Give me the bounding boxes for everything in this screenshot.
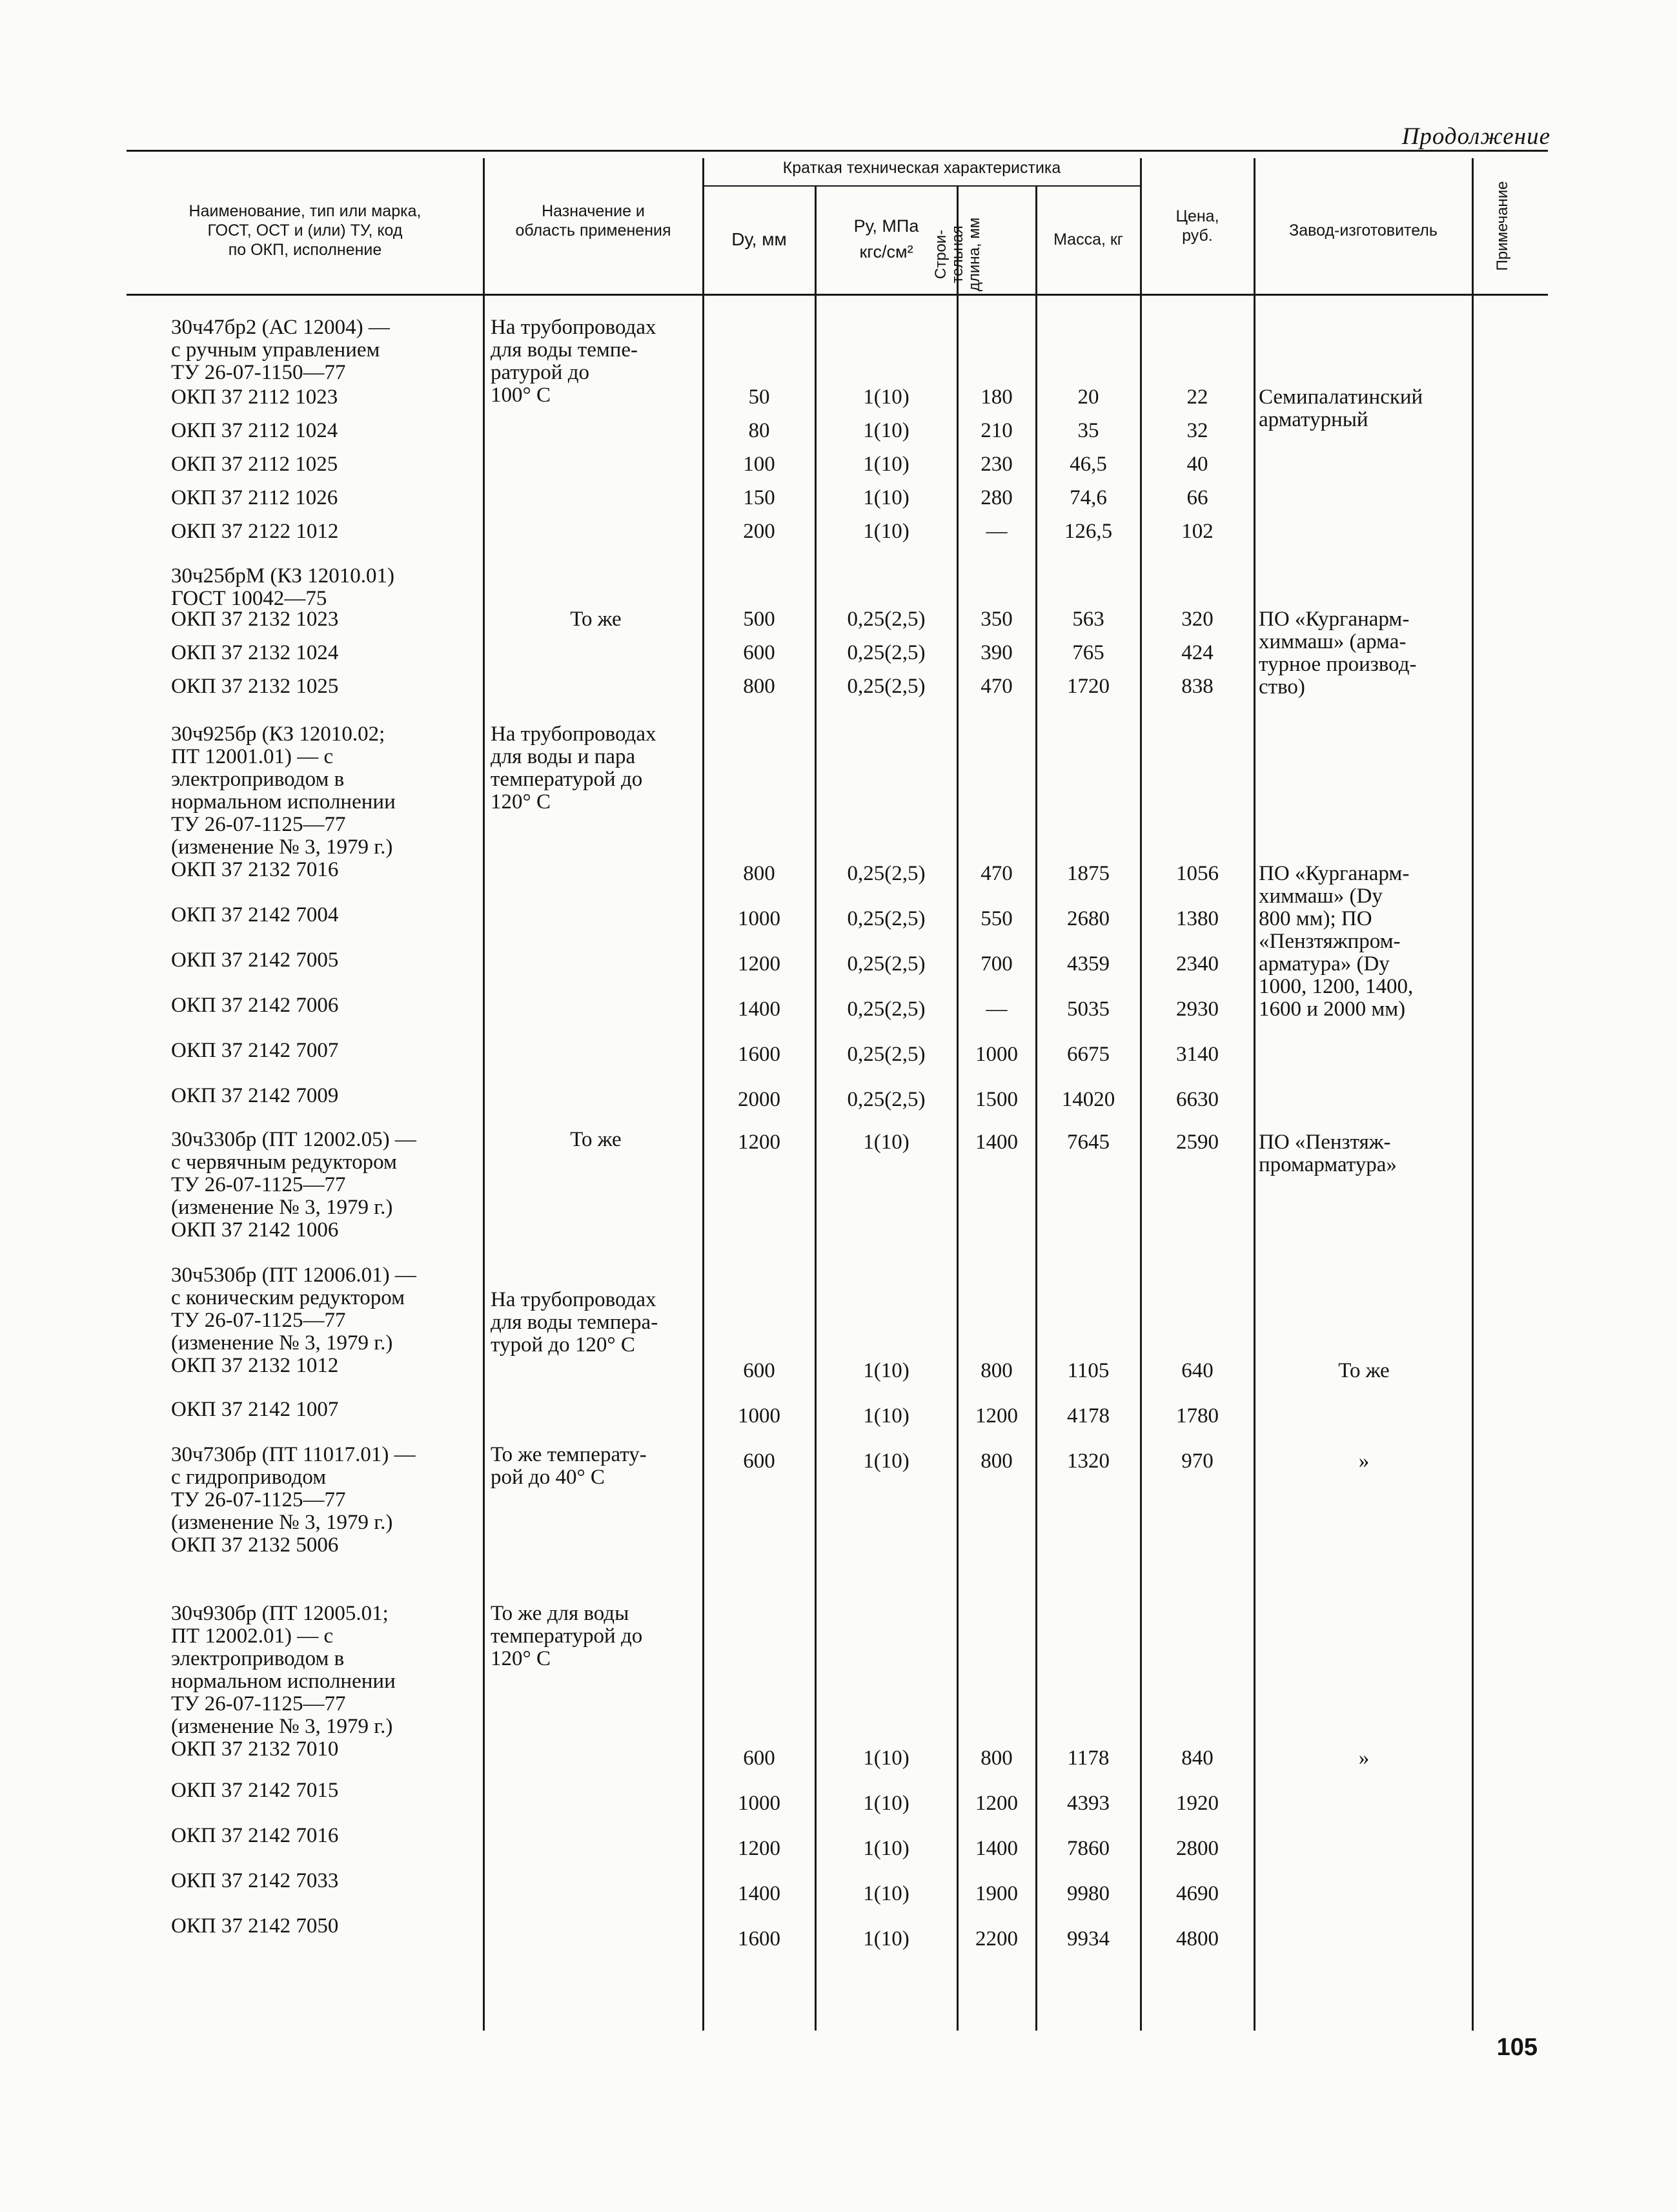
cell-price: 1380: [1176, 907, 1219, 930]
item-name: ОКП 37 2112 1025: [171, 453, 338, 476]
cell-length: 2200: [975, 1927, 1018, 1951]
item-name: ОКП 37 2142 7004: [171, 903, 339, 927]
item-name: ОКП 37 2142 7050: [171, 1914, 339, 1938]
header-note: Примечание: [1494, 181, 1511, 271]
cell-mass: 9980: [1067, 1882, 1110, 1905]
cell-py: 1(10): [863, 1131, 910, 1154]
item-purpose: То же температу- рой до 40° С: [491, 1443, 647, 1489]
item-maker: »: [1358, 1746, 1370, 1770]
cell-length: 1900: [975, 1882, 1018, 1905]
header-length: Строи- тельная длина, мм: [932, 217, 983, 292]
item-name: ОКП 37 2142 7015: [171, 1779, 339, 1802]
cell-length: 800: [981, 1449, 1013, 1473]
cell-dy: 1200: [738, 1131, 780, 1154]
cell-mass: 20: [1077, 385, 1099, 409]
col-divider-8: [1472, 158, 1474, 2031]
cell-price: 40: [1186, 453, 1208, 476]
cell-price: 2590: [1176, 1131, 1219, 1154]
cell-dy: 1400: [738, 998, 780, 1021]
cell-dy: 1200: [738, 1837, 780, 1860]
cell-dy: 1400: [738, 1882, 780, 1905]
cell-length: 1200: [975, 1404, 1018, 1428]
cell-mass: 563: [1072, 608, 1104, 631]
page-number: 105: [1496, 2034, 1538, 2061]
item-name: ОКП 37 2132 1024: [171, 641, 339, 664]
cell-mass: 1105: [1067, 1359, 1110, 1382]
cell-py: 1(10): [863, 419, 910, 442]
header-dy: Dу, мм: [731, 229, 787, 249]
cell-py: 0,25(2,5): [847, 907, 926, 930]
cell-py: 0,25(2,5): [847, 952, 926, 976]
cell-length: 1000: [975, 1043, 1018, 1066]
item-purpose: То же для воды температурой до 120° С: [491, 1602, 643, 1670]
cell-price: 4690: [1176, 1882, 1219, 1905]
cell-mass: 1875: [1067, 862, 1110, 885]
cell-py: 1(10): [863, 385, 910, 409]
cell-py: 1(10): [863, 1927, 910, 1951]
cell-price: 840: [1181, 1746, 1214, 1770]
cell-dy: 50: [748, 385, 770, 409]
cell-price: 6630: [1176, 1088, 1219, 1111]
tech-group-rule: [704, 185, 1140, 187]
col-divider-2: [702, 158, 704, 2031]
item-purpose: На трубопроводах для воды и пара температурой до 120° С: [491, 722, 656, 814]
item-maker: Семипалатинский арматурный: [1259, 385, 1423, 431]
cell-length: —: [986, 998, 1008, 1021]
cell-length: 390: [981, 641, 1013, 664]
cell-length: 470: [981, 862, 1013, 885]
cell-mass: 74,6: [1070, 486, 1107, 509]
item-name: 30ч930бр (ПТ 12005.01; ПТ 12002.01) — с электроприводом в нормальном исполнении ТУ 26-07-1125—77 (изменение № 3, 1979 г.) ОКП 37 2132 7010: [171, 1602, 396, 1761]
col-divider-4: [957, 185, 959, 2031]
cell-mass: 1720: [1067, 675, 1110, 698]
item-name: 30ч730бр (ПТ 11017.01) — с гидроприводом ТУ 26-07-1125—77 (изменение № 3, 1979 г.) ОКП 37 2132 5006: [171, 1443, 416, 1557]
cell-dy: 200: [743, 520, 775, 543]
cell-mass: 7645: [1067, 1131, 1110, 1154]
cell-price: 320: [1181, 608, 1214, 631]
cell-py: 1(10): [863, 1792, 910, 1815]
header-bottom-rule: [127, 294, 1548, 296]
cell-price: 4800: [1176, 1927, 1219, 1951]
cell-py: 1(10): [863, 1882, 910, 1905]
cell-py: 0,25(2,5): [847, 862, 926, 885]
item-name: ОКП 37 2142 7006: [171, 994, 339, 1017]
cell-price: 102: [1181, 520, 1214, 543]
cell-dy: 600: [743, 1449, 775, 1473]
cell-dy: 1000: [738, 1792, 780, 1815]
item-purpose: То же: [570, 608, 622, 631]
cell-dy: 80: [748, 419, 770, 442]
cell-mass: 6675: [1067, 1043, 1110, 1066]
cell-price: 1056: [1176, 862, 1219, 885]
header-purpose: Назначение и область применения: [515, 202, 671, 240]
top-rule: [127, 150, 1548, 152]
item-maker: ПО «Курганарм- химмаш» (арма- турное производ- ство): [1259, 608, 1417, 699]
cell-length: 800: [981, 1359, 1013, 1382]
cell-length: 1400: [975, 1131, 1018, 1154]
cell-price: 66: [1186, 486, 1208, 509]
cell-mass: 9934: [1067, 1927, 1110, 1951]
cell-dy: 2000: [738, 1088, 780, 1111]
cell-py: 0,25(2,5): [847, 641, 926, 664]
cell-mass: 4359: [1067, 952, 1110, 976]
cell-mass: 765: [1072, 641, 1104, 664]
cell-py: 1(10): [863, 1359, 910, 1382]
item-maker: ПО «Курганарм- химмаш» (Dу 800 мм); ПО «Пензтяжпром- арматура» (Dу 1000, 1200, 1400, 1600 и 2000 мм): [1259, 862, 1414, 1021]
cell-length: 180: [981, 385, 1013, 409]
item-name: ОКП 37 2132 1023: [171, 608, 339, 631]
cell-price: 424: [1181, 641, 1214, 664]
cell-price: 22: [1186, 385, 1208, 409]
cell-mass: 126,5: [1064, 520, 1113, 543]
cell-dy: 1200: [738, 952, 780, 976]
cell-length: 800: [981, 1746, 1013, 1770]
col-divider-6: [1140, 158, 1142, 2031]
cell-length: 230: [981, 453, 1013, 476]
item-purpose: То же: [570, 1128, 622, 1151]
item-name: ОКП 37 2112 1024: [171, 419, 338, 442]
cell-length: 470: [981, 675, 1013, 698]
cell-dy: 800: [743, 862, 775, 885]
cell-py: 1(10): [863, 453, 910, 476]
cell-mass: 5035: [1067, 998, 1110, 1021]
item-name: ОКП 37 2132 1025: [171, 675, 339, 698]
header-tech-group: Краткая техническая характеристика: [782, 159, 1061, 177]
cell-dy: 100: [743, 453, 775, 476]
header-py: Pу, МПа кгс/см²: [853, 216, 919, 261]
item-name: ОКП 37 2142 7009: [171, 1084, 339, 1107]
item-name: ОКП 37 2142 1007: [171, 1398, 339, 1421]
cell-py: 1(10): [863, 486, 910, 509]
item-name: 30ч530бр (ПТ 12006.01) — с коническим редуктором ТУ 26-07-1125—77 (изменение № 3, 1979 г.) ОКП 37 2132 1012: [171, 1264, 416, 1377]
cell-dy: 150: [743, 486, 775, 509]
header-maker: Завод-изготовитель: [1289, 221, 1438, 240]
item-maker: То же: [1338, 1359, 1390, 1382]
cell-length: 1400: [975, 1837, 1018, 1860]
cell-price: 1920: [1176, 1792, 1219, 1815]
cell-length: 550: [981, 907, 1013, 930]
cell-py: 0,25(2,5): [847, 998, 926, 1021]
cell-price: 640: [1181, 1359, 1214, 1382]
cell-py: 1(10): [863, 1746, 910, 1770]
cell-mass: 1178: [1067, 1746, 1110, 1770]
cell-dy: 800: [743, 675, 775, 698]
item-purpose: На трубопроводах для воды темпе- ратурой до 100° С: [491, 316, 656, 407]
cell-dy: 1000: [738, 907, 780, 930]
item-name: ОКП 37 2142 7016: [171, 1824, 339, 1847]
cell-py: 0,25(2,5): [847, 1088, 926, 1111]
cell-dy: 500: [743, 608, 775, 631]
item-name: 30ч47бр2 (АС 12004) — с ручным управлением ТУ 26-07-1150—77: [171, 316, 390, 384]
item-name: ОКП 37 2142 7005: [171, 948, 339, 972]
cell-py: 0,25(2,5): [847, 675, 926, 698]
cell-dy: 600: [743, 1359, 775, 1382]
item-name: ОКП 37 2112 1023: [171, 385, 338, 409]
item-name: 30ч25брМ (КЗ 12010.01) ГОСТ 10042—75: [171, 564, 395, 610]
cell-price: 3140: [1176, 1043, 1219, 1066]
cell-length: 1500: [975, 1088, 1018, 1111]
cell-dy: 1600: [738, 1043, 780, 1066]
cell-length: —: [986, 520, 1008, 543]
cell-price: 32: [1186, 419, 1208, 442]
cell-mass: 1320: [1067, 1449, 1110, 1473]
cell-price: 2930: [1176, 998, 1219, 1021]
cell-length: 280: [981, 486, 1013, 509]
cell-dy: 600: [743, 641, 775, 664]
cell-py: 1(10): [863, 520, 910, 543]
item-name: ОКП 37 2112 1026: [171, 486, 338, 509]
cell-py: 1(10): [863, 1404, 910, 1428]
cell-mass: 7860: [1067, 1837, 1110, 1860]
cell-dy: 1000: [738, 1404, 780, 1428]
cell-price: 838: [1181, 675, 1214, 698]
header-mass: Масса, кг: [1053, 230, 1123, 249]
cell-length: 700: [981, 952, 1013, 976]
cell-price: 970: [1181, 1449, 1214, 1473]
item-maker: ПО «Пензтяж- промарматура»: [1259, 1131, 1397, 1176]
cell-py: 0,25(2,5): [847, 608, 926, 631]
header-price: Цена, руб.: [1175, 207, 1219, 245]
cell-dy: 1600: [738, 1927, 780, 1951]
cell-mass: 4178: [1067, 1404, 1110, 1428]
item-name: ОКП 37 2132 7016: [171, 858, 339, 881]
cell-length: 1200: [975, 1792, 1018, 1815]
cell-py: 1(10): [863, 1449, 910, 1473]
header-name: Наименование, тип или марка, ГОСТ, ОСТ и (или) ТУ, код по ОКП, исполнение: [188, 202, 422, 259]
item-name: ОКП 37 2122 1012: [171, 520, 339, 543]
item-name: ОКП 37 2142 7007: [171, 1039, 339, 1062]
item-name: ОКП 37 2142 7033: [171, 1869, 339, 1892]
item-name: 30ч925бр (КЗ 12010.02; ПТ 12001.01) — с электроприводом в нормальном исполнении ТУ 26-07-1125—77 (изменение № 3, 1979 г.): [171, 722, 396, 859]
cell-length: 210: [981, 419, 1013, 442]
cell-mass: 35: [1077, 419, 1099, 442]
col-divider-7: [1254, 158, 1255, 2031]
col-divider-5: [1035, 185, 1037, 2031]
cell-mass: 14020: [1061, 1088, 1115, 1111]
cell-mass: 2680: [1067, 907, 1110, 930]
cell-dy: 600: [743, 1746, 775, 1770]
continuation-label: Продолжение: [1401, 123, 1550, 150]
cell-price: 2340: [1176, 952, 1219, 976]
cell-mass: 4393: [1067, 1792, 1110, 1815]
item-purpose: На трубопроводах для воды темпера- турой до 120° С: [491, 1288, 658, 1357]
cell-length: 350: [981, 608, 1013, 631]
cell-mass: 46,5: [1070, 453, 1107, 476]
cell-price: 2800: [1176, 1837, 1219, 1860]
cell-py: 0,25(2,5): [847, 1043, 926, 1066]
cell-py: 1(10): [863, 1837, 910, 1860]
cell-price: 1780: [1176, 1404, 1219, 1428]
col-divider-3: [815, 185, 817, 2031]
item-maker: »: [1358, 1449, 1370, 1473]
item-name: 30ч330бр (ПТ 12002.05) — с червячным редуктором ТУ 26-07-1125—77 (изменение № 3, 1979 г.) ОКП 37 2142 1006: [171, 1128, 416, 1242]
col-divider-1: [483, 158, 485, 2031]
